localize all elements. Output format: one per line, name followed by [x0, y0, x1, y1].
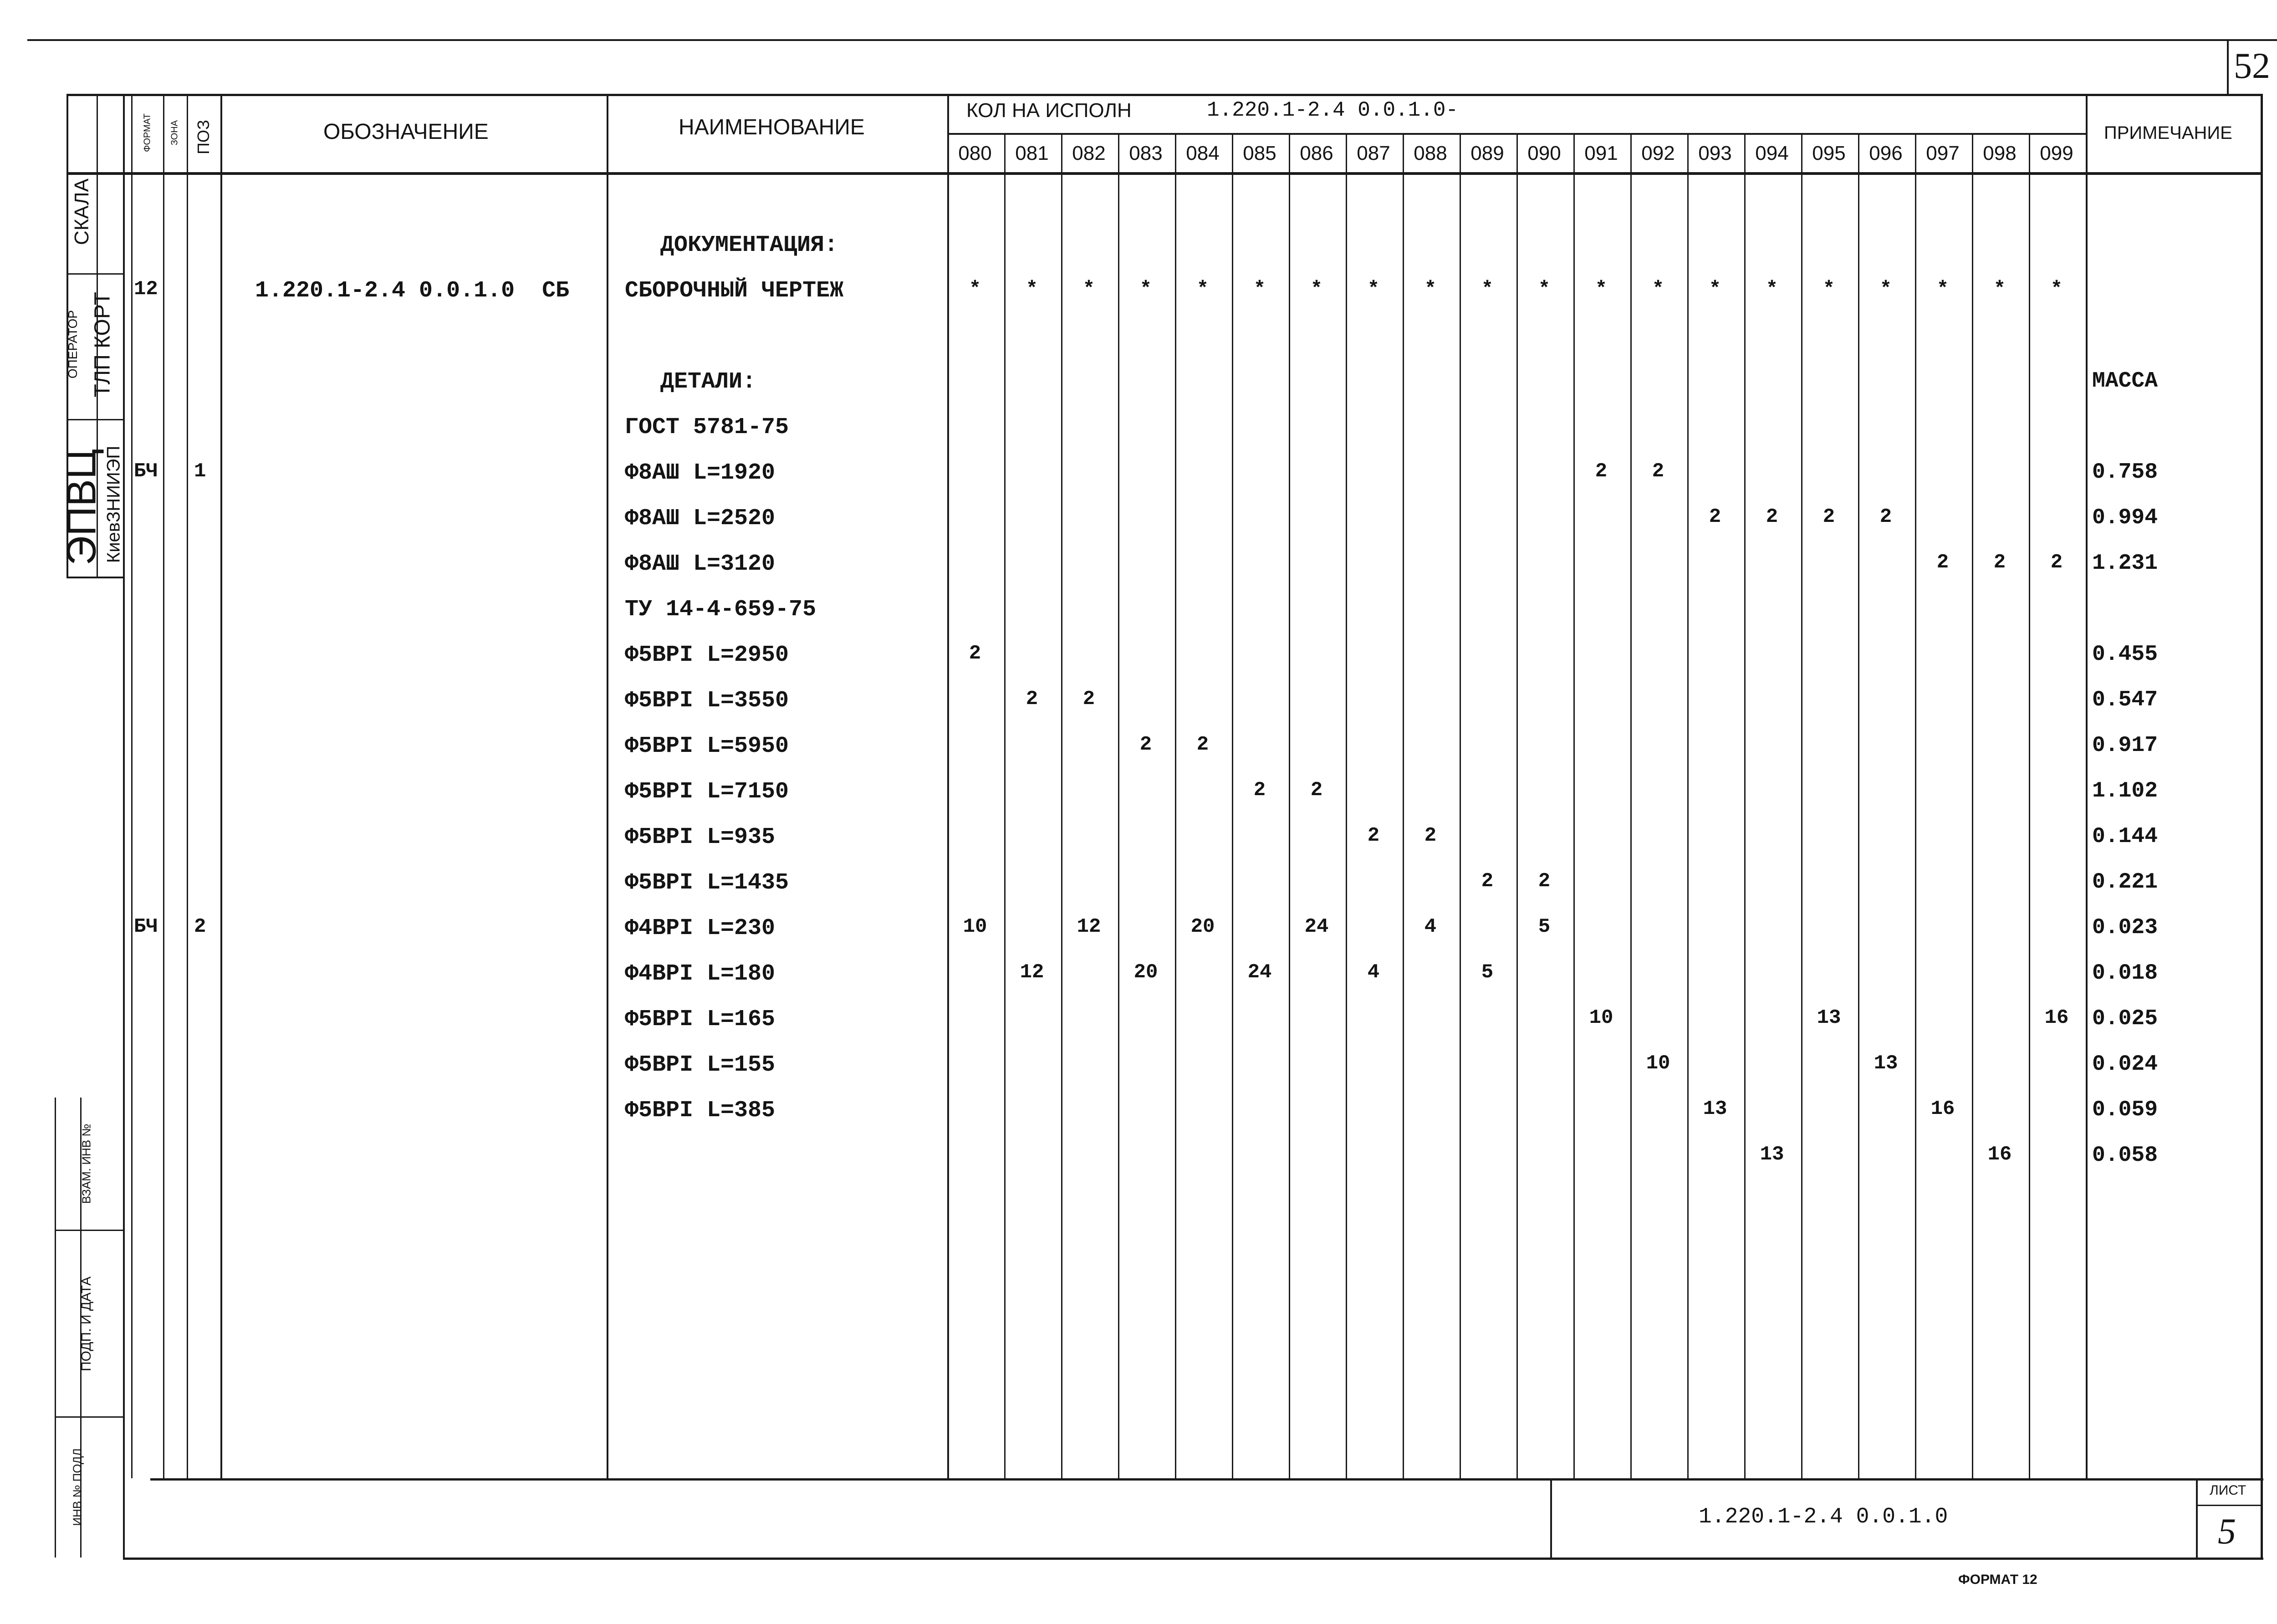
variant-col-line: [1460, 133, 1461, 1478]
qty-cell-087: 4: [1367, 961, 1380, 984]
qty-cell-080: 10: [963, 915, 987, 938]
row-name: ДОКУМЕНТАЦИЯ:: [660, 232, 838, 258]
qty-cell-099: *: [2050, 278, 2063, 301]
stamp-inv-zam: ВЗАМ. ИНВ №: [79, 1124, 93, 1204]
qty-cell-083: 20: [1133, 961, 1158, 984]
row-note: 0.144: [2092, 824, 2158, 849]
stamp-div-1: [66, 273, 124, 275]
qty-cell-084: 20: [1190, 915, 1215, 938]
qty-cell-096: *: [1879, 278, 1892, 301]
row-designation: 1.220.1-2.4 0.0.1.0 СБ: [255, 278, 570, 304]
header-pos: ПОЗ: [194, 120, 213, 154]
stamp-tlp-kort: ТЛП КОРТ: [90, 291, 115, 398]
qty-cell-099: 16: [2044, 1006, 2069, 1029]
row-name: Ф5ВРI L=385: [625, 1098, 776, 1124]
row-note: 0.221: [2092, 870, 2158, 894]
stamp-podp-data: ПОДП. И ДАТА: [79, 1277, 94, 1372]
qty-cell-085: *: [1253, 278, 1266, 301]
qty-cell-089: 2: [1481, 870, 1494, 893]
title-block-sheet-left: [2196, 1478, 2198, 1558]
row-note: 0.024: [2092, 1052, 2158, 1077]
qty-cell-097: *: [1936, 278, 1949, 301]
qty-cell-091: 10: [1589, 1006, 1613, 1029]
row-format: БЧ: [134, 460, 158, 483]
row-name: ДЕТАЛИ:: [660, 369, 756, 395]
variant-col-line: [1630, 133, 1632, 1478]
row-note: 0.058: [2092, 1143, 2158, 1168]
qty-cell-081: 12: [1020, 961, 1044, 984]
qty-cell-086: 2: [1310, 779, 1323, 802]
header-designation: ОБОЗНАЧЕНИЕ: [323, 120, 489, 144]
row-format: БЧ: [134, 915, 158, 938]
variant-col-line: [1175, 133, 1176, 1478]
qty-cell-097: 16: [1930, 1098, 1955, 1120]
qty-cell-084: *: [1196, 278, 1209, 301]
corner-sheet-number: 52: [2234, 46, 2270, 86]
qty-cell-095: *: [1823, 278, 1835, 301]
header-zone: ЗОНА: [169, 120, 180, 146]
row-name: Ф8АШ L=2520: [625, 506, 776, 531]
qty-cell-082: 2: [1082, 688, 1095, 710]
qty-cell-092: 10: [1646, 1052, 1670, 1075]
row-name: Ф5ВРI L=7150: [625, 779, 789, 805]
qty-cell-082: 12: [1077, 915, 1101, 938]
row-note: 0.023: [2092, 915, 2158, 940]
variant-col-line: [2029, 133, 2030, 1478]
qty-cell-081: *: [1026, 278, 1038, 301]
qty-cell-096: 13: [1874, 1052, 1898, 1075]
qty-cell-090: 5: [1538, 915, 1551, 938]
variant-code-085: 085: [1243, 142, 1276, 164]
title-block-doc: 1.220.1-2.4 0.0.1.0: [1699, 1505, 1948, 1529]
row-note: 0.994: [2092, 506, 2158, 530]
qty-cell-092: 2: [1652, 460, 1664, 483]
qty-cell-093: *: [1709, 278, 1721, 301]
col-line-zone: [163, 94, 164, 1478]
qty-cell-098: 2: [1993, 551, 2006, 574]
qty-cell-095: 2: [1823, 506, 1835, 528]
row-name: Ф5ВРI L=3550: [625, 688, 789, 714]
qty-cell-080: *: [969, 278, 981, 301]
variant-code-083: 083: [1129, 142, 1163, 164]
variant-code-090: 090: [1527, 142, 1561, 164]
col-line-name: [607, 94, 608, 1478]
row-name: СБОРОЧНЫЙ ЧЕРТЕЖ: [625, 278, 844, 304]
title-block-left: [1550, 1478, 1552, 1558]
row-note: 0.917: [2092, 733, 2158, 758]
qty-cell-094: 13: [1760, 1143, 1784, 1166]
variant-code-082: 082: [1072, 142, 1106, 164]
variant-code-092: 092: [1641, 142, 1675, 164]
row-note: 0.547: [2092, 688, 2158, 712]
corner-box-left: [2227, 41, 2229, 96]
qty-cell-088: 4: [1424, 915, 1437, 938]
variant-code-089: 089: [1470, 142, 1504, 164]
row-name: Ф4ВРI L=230: [625, 915, 776, 941]
qty-cell-081: 2: [1026, 688, 1038, 710]
table-bottom-line: [150, 1478, 2263, 1481]
qty-cell-089: *: [1481, 278, 1494, 301]
variant-code-093: 093: [1698, 142, 1732, 164]
frame-top-line: [66, 94, 2262, 96]
row-note: 0.758: [2092, 460, 2158, 485]
row-name: Ф5ВРI L=1435: [625, 870, 789, 896]
qty-cell-085: 2: [1253, 779, 1266, 802]
qty-cell-090: *: [1538, 278, 1551, 301]
variant-code-096: 096: [1869, 142, 1903, 164]
top-border-line: [27, 39, 2277, 41]
stamp-org: КиевЗНИИЭП: [103, 445, 124, 563]
variant-col-line: [1061, 133, 1062, 1478]
frame-right-line: [2261, 94, 2263, 1558]
qty-cell-086: 24: [1304, 915, 1329, 938]
variant-code-088: 088: [1414, 142, 1447, 164]
variant-col-line: [1232, 133, 1233, 1478]
row-pos: 2: [194, 915, 206, 938]
qty-cell-091: 2: [1595, 460, 1608, 483]
variant-col-line: [1516, 133, 1518, 1478]
col-line-qty: [947, 94, 949, 1478]
stamp-lower-div-1: [55, 1230, 123, 1231]
variant-col-line: [1004, 133, 1006, 1478]
variant-code-098: 098: [1983, 142, 2017, 164]
row-note: 0.059: [2092, 1098, 2158, 1122]
qty-cell-083: 2: [1139, 733, 1152, 756]
row-name: Ф5ВРI L=155: [625, 1052, 776, 1078]
qty-cell-087: 2: [1367, 824, 1380, 847]
header-note: ПРИМЕЧАНИЕ: [2104, 123, 2232, 143]
frame-bottom-line: [123, 1558, 2263, 1560]
qty-cell-092: *: [1652, 278, 1664, 301]
stamp-lower-div-2: [55, 1416, 123, 1418]
title-block-sheet-number: 5: [2218, 1512, 2236, 1552]
variant-col-line: [1858, 133, 1859, 1478]
variant-col-line: [1573, 133, 1575, 1478]
header-format: ФОРМАТ: [142, 113, 153, 152]
title-block-sheet-label: ЛИСТ: [2210, 1483, 2246, 1498]
qty-cell-088: 2: [1424, 824, 1437, 847]
variant-col-line: [1744, 133, 1746, 1478]
variant-code-084: 084: [1186, 142, 1220, 164]
qty-cell-086: *: [1310, 278, 1323, 301]
stamp-bottom: [66, 577, 124, 578]
variant-col-line: [1118, 133, 1119, 1478]
header-qty-doc: 1.220.1-2.4 0.0.1.0-: [1207, 98, 1459, 122]
variant-code-099: 099: [2040, 142, 2073, 164]
stamp-inv-podl: ИНВ № ПОДЛ: [70, 1448, 84, 1526]
stamp-skala: СКАЛА: [71, 179, 93, 245]
col-line-format: [131, 94, 133, 1478]
stamp-epvc: ЭПВЦ: [59, 449, 105, 566]
row-format: 12: [134, 278, 158, 301]
qty-cell-093: 13: [1703, 1098, 1727, 1120]
row-name: Ф8АШ L=3120: [625, 551, 776, 577]
variant-code-095: 095: [1812, 142, 1846, 164]
qty-cell-080: 2: [969, 642, 981, 665]
row-name: Ф4ВРI L=180: [625, 961, 776, 987]
row-name: Ф5ВРI L=5950: [625, 733, 789, 759]
qty-cell-091: *: [1595, 278, 1608, 301]
row-note: 1.102: [2092, 779, 2158, 803]
row-name: Ф5ВРI L=165: [625, 1006, 776, 1032]
qty-cell-083: *: [1139, 278, 1152, 301]
variant-code-087: 087: [1357, 142, 1390, 164]
variant-col-line: [1289, 133, 1290, 1478]
stamp-lower-left: [55, 1098, 56, 1558]
col-line-note: [2086, 94, 2088, 1478]
variant-col-line: [1972, 133, 1973, 1478]
qty-cell-089: 5: [1481, 961, 1494, 984]
row-name: Ф5ВРI L=935: [625, 824, 776, 850]
qty-cell-097: 2: [1936, 551, 1949, 574]
row-name: ГОСТ 5781-75: [625, 414, 789, 440]
row-note: 0.025: [2092, 1006, 2158, 1031]
qty-cell-084: 2: [1196, 733, 1209, 756]
col-line-pos-a: [187, 94, 188, 1478]
header-qty: КОЛ НА ИСПОЛН: [966, 99, 1132, 122]
variant-code-094: 094: [1755, 142, 1789, 164]
qty-cell-088: *: [1424, 278, 1437, 301]
frame-left-line: [123, 94, 125, 1558]
qty-cell-098: *: [1993, 278, 2006, 301]
title-block-sheet-div: [2196, 1505, 2262, 1506]
variant-code-091: 091: [1584, 142, 1618, 164]
variant-col-line: [1687, 133, 1689, 1478]
header-bottom-line: [66, 172, 2262, 175]
qty-cell-096: 2: [1879, 506, 1892, 528]
row-name: Ф8АШ L=1920: [625, 460, 776, 486]
variant-code-080: 080: [958, 142, 992, 164]
format-footer: ФОРМАТ 12: [1958, 1572, 2037, 1587]
stamp-div-2: [66, 419, 124, 420]
variant-col-line: [1403, 133, 1404, 1478]
variant-col-line: [1801, 133, 1802, 1478]
variant-col-line: [1346, 133, 1347, 1478]
variant-code-097: 097: [1926, 142, 1960, 164]
row-pos: 1: [194, 460, 206, 483]
row-name: Ф5ВРI L=2950: [625, 642, 789, 668]
col-line-pos-b: [220, 94, 222, 1478]
qty-cell-093: 2: [1709, 506, 1721, 528]
qty-cell-099: 2: [2050, 551, 2063, 574]
header-name: НАИМЕНОВАНИЕ: [679, 115, 865, 139]
row-note: 0.018: [2092, 961, 2158, 986]
row-note: 1.231: [2092, 551, 2158, 576]
qty-cell-094: *: [1766, 278, 1778, 301]
row-note: МАССА: [2092, 369, 2158, 393]
qty-cell-098: 16: [1987, 1143, 2012, 1166]
variant-col-line: [1915, 133, 1916, 1478]
row-note: 0.455: [2092, 642, 2158, 667]
variant-code-086: 086: [1300, 142, 1333, 164]
qty-cell-082: *: [1082, 278, 1095, 301]
qty-cell-095: 13: [1817, 1006, 1841, 1029]
stamp-operator: ОПЕРАТОР: [66, 310, 80, 379]
row-name: ТУ 14-4-659-75: [625, 597, 817, 623]
variant-code-081: 081: [1015, 142, 1049, 164]
qty-cell-090: 2: [1538, 870, 1551, 893]
qty-cell-094: 2: [1766, 506, 1778, 528]
qty-cell-087: *: [1367, 278, 1380, 301]
qty-cell-085: 24: [1247, 961, 1272, 984]
